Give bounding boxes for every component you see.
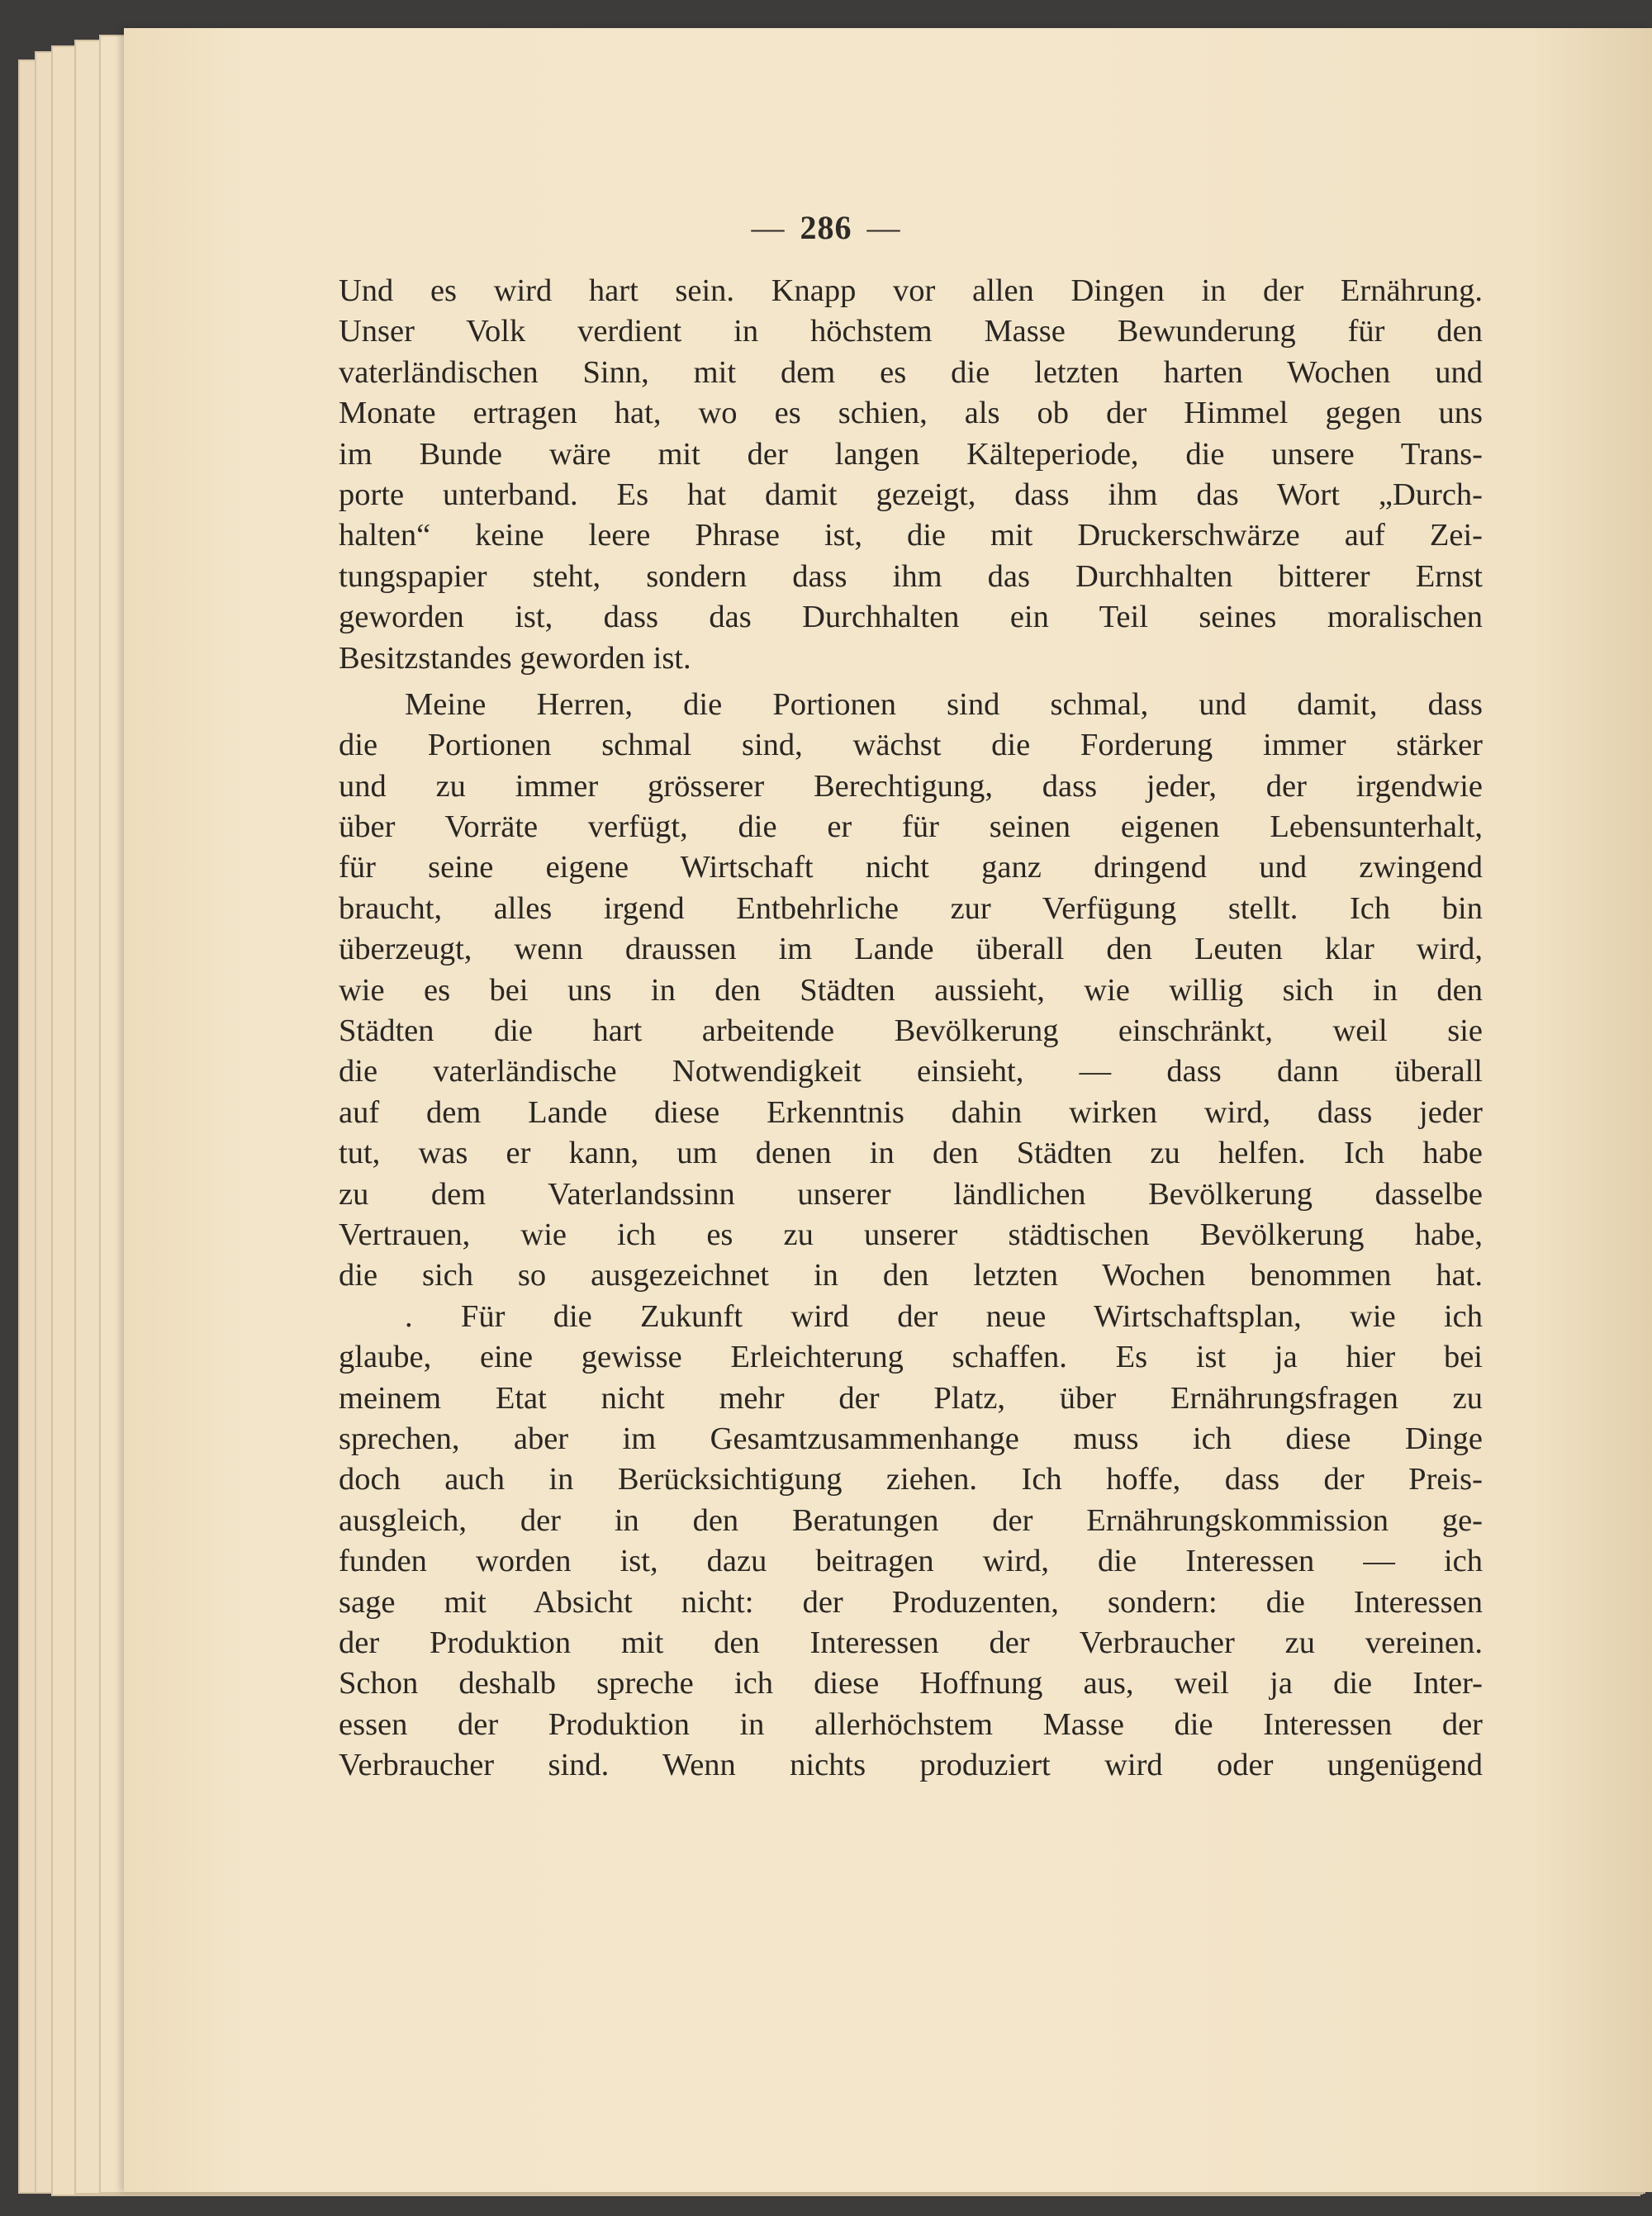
text-line: überzeugt, wenn draussen im Lande überall den Leuten klar wird, xyxy=(339,932,1483,967)
paragraph-1 xyxy=(339,271,1483,679)
text-line: porte unterband. Es hat damit gezeigt, dass ihm das Wort „Durch- xyxy=(339,477,1483,512)
text-line: Städten die hart arbeitende Bevölkerung einschränkt, weil sie xyxy=(339,1013,1483,1049)
text-line: funden worden ist, dazu beitragen wird, die Interessen — ich xyxy=(339,1544,1483,1579)
text-line: die Portionen schmal sind, wächst die Forderung immer stärker xyxy=(339,728,1483,763)
text-line: die vaterländische Notwendigkeit einsieht, — dass dann überall xyxy=(339,1054,1483,1089)
text-line: tut, was er kann, um denen in den Städten zu helfen. Ich habe xyxy=(339,1136,1483,1171)
text-line: Schon deshalb spreche ich diese Hoffnung aus, weil ja die Inter- xyxy=(339,1666,1483,1701)
text-line: zu dem Vaterlandssinn unserer ländlichen Bevölkerung dasselbe xyxy=(339,1176,1483,1212)
page-number-dash-left: — xyxy=(751,209,786,246)
text-line: wie es bei uns in den Städten aussieht, wie willig sich in den xyxy=(339,972,1483,1008)
text-line: Vertrauen, wie ich es zu unserer städtischen Bevölkerung habe, xyxy=(339,1217,1483,1252)
text-line: essen der Produktion in allerhöchstem Masse die Interessen der xyxy=(339,1706,1483,1742)
text-line: über Vorräte verfügt, die er für seinen eigenen Lebensunterhalt, xyxy=(339,809,1483,845)
text-line: Meine Herren, die Portionen sind schmal, und damit, dass xyxy=(405,686,1483,722)
text-line: sprechen, aber im Gesamtzusammenhange muss ich diese Dinge xyxy=(339,1421,1483,1456)
text-line: braucht, alles irgend Entbehrliche zur Verfügung stellt. Ich bin xyxy=(339,890,1483,926)
text-line: Unser Volk verdient in höchstem Masse Bewunderung für den xyxy=(339,314,1483,349)
text-line: vaterländischen Sinn, mit dem es die letzten harten Wochen und xyxy=(339,354,1483,390)
text-line: geworden ist, dass das Durchhalten ein Teil seines moralischen xyxy=(339,600,1483,635)
text-line: für seine eigene Wirtschaft nicht ganz dringend und zwingend xyxy=(339,850,1483,885)
text-line: halten“ keine leere Phrase ist, die mit Druckerschwärze auf Zei- xyxy=(339,518,1483,553)
text-line: tungspapier steht, sondern dass ihm das Durchhalten bitterer Ernst xyxy=(339,558,1483,594)
paragraph-3 xyxy=(339,1297,1483,1787)
text-line: meinem Etat nicht mehr der Platz, über Ernährungsfragen zu xyxy=(339,1380,1483,1416)
text-line: Monate ertragen hat, wo es schien, als ob der Himmel gegen uns xyxy=(339,396,1483,431)
text-line: Besitzstandes geworden ist. xyxy=(339,640,691,676)
text-line: glaube, eine gewisse Erleichterung schaffen. Es ist ja hier bei xyxy=(339,1340,1483,1375)
text-line: und zu immer grösserer Berechtigung, dass jeder, der irgendwie xyxy=(339,768,1483,804)
body-text xyxy=(339,271,1483,1786)
text-line: auf dem Lande diese Erkenntnis dahin wirken wird, dass jeder xyxy=(339,1094,1483,1130)
text-line: im Bunde wäre mit der langen Kälteperiode, die unsere Trans- xyxy=(339,436,1483,472)
text-line: sage mit Absicht nicht: der Produzenten, sondern: die Interessen xyxy=(339,1584,1483,1620)
text-line: die sich so ausgezeichnet in den letzten Wochen benommen hat. xyxy=(339,1258,1483,1293)
text-line: Verbraucher sind. Wenn nichts produziert wird oder ungenügend xyxy=(339,1748,1483,1783)
page-number-dash-right: — xyxy=(866,209,901,246)
text-line: . Für die Zukunft wird der neue Wirtschaftsplan, wie ich xyxy=(405,1298,1483,1334)
paragraph-2 xyxy=(339,685,1483,1297)
page-number: 286 xyxy=(800,209,852,246)
text-line: ausgleich, der in den Beratungen der Ernährungskommission ge- xyxy=(339,1502,1483,1538)
page-number-header xyxy=(0,208,1652,247)
text-line: Und es wird hart sein. Knapp vor allen Dingen in der Ernährung. xyxy=(339,273,1483,308)
text-line: der Produktion mit den Interessen der Verbraucher zu vereinen. xyxy=(339,1625,1483,1660)
text-line: doch auch in Berücksichtigung ziehen. Ich hoffe, dass der Preis- xyxy=(339,1462,1483,1497)
